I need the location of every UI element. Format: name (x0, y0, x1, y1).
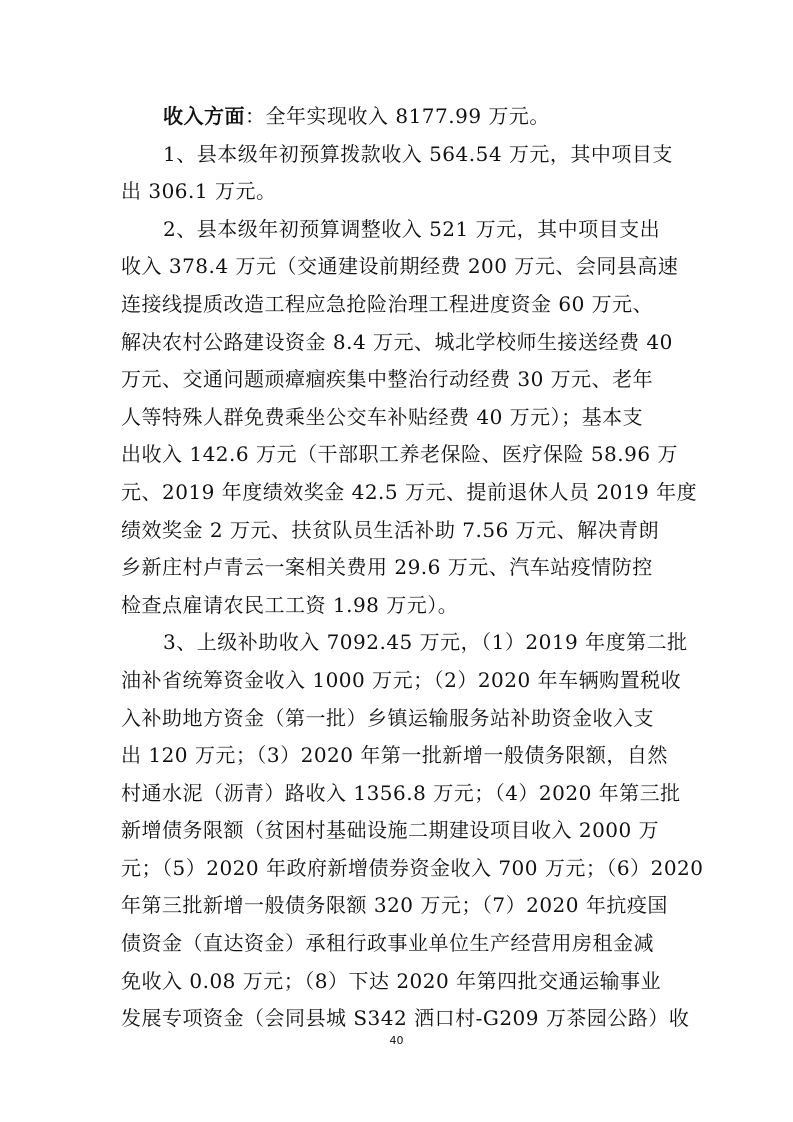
text-line: 1、县本级年初预算拨款收入 564.54 万元，其中项目支 (163, 141, 673, 166)
text-line: 人等特殊人群免费乘坐公交车补贴经费 40 万元）；基本支 (121, 404, 644, 429)
text-line: 3、上级补助收入 7092.45 万元，（1）2019 年度第二批 (163, 630, 688, 655)
text-line: 解决农村公路建设资金 8.4 万元、城北学校师生接送经费 40 (121, 329, 673, 354)
text-line: 乡新庄村卢青云一案相关费用 29.6 万元、汽车站疫情防控 (121, 555, 653, 580)
paragraph-income-summary (121, 98, 681, 136)
text-line: 免收入 0.08 万元；（8）下达 2020 年第四批交通运输事业 (121, 968, 662, 993)
text-line: 债资金（直达资金）承租行政事业单位生产经营用房租金减 (121, 931, 654, 956)
text-line: 2、县本级年初预算调整收入 521 万元，其中项目支出 (163, 216, 661, 241)
text-line: 油补省统筹资金收入 1000 万元；（2）2020 年车辆购置税收 (121, 667, 682, 692)
text-line: 元、2019 年度绩效奖金 42.5 万元、提前退休人员 2019 年度 (121, 479, 698, 504)
document-body (121, 98, 704, 1038)
text-line: 出收入 142.6 万元（干部职工养老保险、医疗保险 58.96 万 (121, 442, 678, 467)
income-summary-text: ：全年实现收入 8177.99 万元。 (245, 104, 550, 128)
text-line: 发展专项资金（会同县城 S342 洒口村-G209 万茶园公路）收 (121, 1006, 690, 1031)
text-line: 连接线提质改造工程应急抢险治理工程进度资金 60 万元、 (121, 291, 654, 316)
text-line: 新增债务限额（贫困村基础设施二期建设项目收入 2000 万 (121, 818, 660, 843)
page-number: 40 (389, 1034, 404, 1047)
text-line: 检查点雇请农民工工资 1.98 万元）。 (121, 592, 459, 617)
text-line: 入补助地方资金（第一批）乡镇运输服务站补助资金收入支 (121, 705, 654, 730)
text-line: 万元、交通问题顽瘴痼疾集中整治行动经费 30 万元、老年 (121, 367, 654, 392)
text-line: 绩效奖金 2 万元、扶贫队员生活补助 7.56 万元、解决青朗 (121, 517, 660, 542)
income-heading: 收入方面 (163, 104, 245, 128)
text-line: 元；（5）2020 年政府新增债券资金收入 700 万元；（6）2020 (121, 855, 704, 880)
text-line: 村通水泥（沥青）路收入 1356.8 万元；（4）2020 年第三批 (121, 780, 681, 805)
text-line: 收入 378.4 万元（交通建设前期经费 200 万元、会同县高速 (121, 254, 679, 279)
text-line: 出 306.1 万元。 (121, 179, 277, 204)
text-line: 年第三批新增一般债务限额 320 万元；（7）2020 年抗疫国 (121, 893, 668, 918)
text-line: 出 120 万元；（3）2020 年第一批新增一般债务限额，自然 (121, 743, 668, 768)
